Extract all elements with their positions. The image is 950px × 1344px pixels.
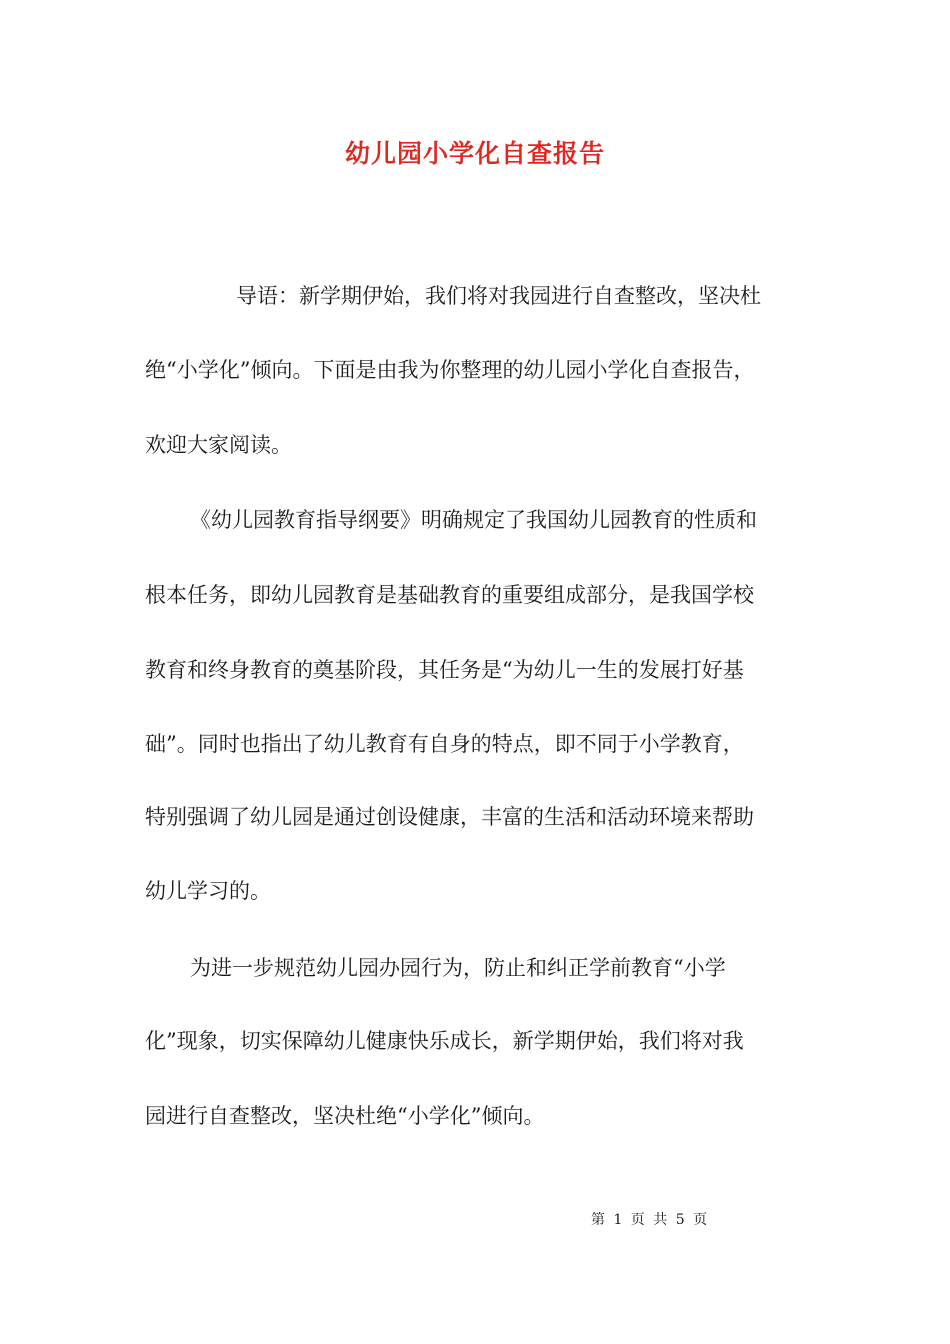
- body-line: 欢迎大家阅读。: [145, 433, 292, 457]
- body-line: 《幼儿园教育指导纲要》明确规定了我国幼儿园教育的性质和: [190, 508, 757, 532]
- body-line: 特别强调了幼儿园是通过创设健康，丰富的生活和活动环境来帮助: [145, 805, 754, 829]
- body-line: 导语：新学期伊始，我们将对我园进行自查整改，坚决杜: [236, 284, 761, 308]
- body-line: 幼儿学习的。: [145, 879, 271, 903]
- page-footer: 第 1 页 共 5 页: [591, 1212, 710, 1228]
- body-line: 根本任务，即幼儿园教育是基础教育的重要组成部分，是我国学校: [145, 583, 754, 607]
- body-line: 础”。同时也指出了幼儿教育有自身的特点，即不同于小学教育，: [145, 732, 744, 756]
- body-line: 为进一步规范幼儿园办园行为，防止和纠正学前教育“小学: [190, 956, 726, 980]
- document-title: 幼儿园小学化自查报告: [344, 139, 605, 168]
- body-line: 教育和终身教育的奠基阶段，其任务是“为幼儿一生的发展打好基: [145, 658, 744, 682]
- body-line: 园进行自查整改，坚决杜绝“小学化”倾向。: [145, 1104, 545, 1128]
- body-line: 绝“小学化”倾向。下面是由我为你整理的幼儿园小学化自查报告，: [145, 358, 755, 382]
- body-line: 化”现象，切实保障幼儿健康快乐成长，新学期伊始，我们将对我: [145, 1029, 744, 1053]
